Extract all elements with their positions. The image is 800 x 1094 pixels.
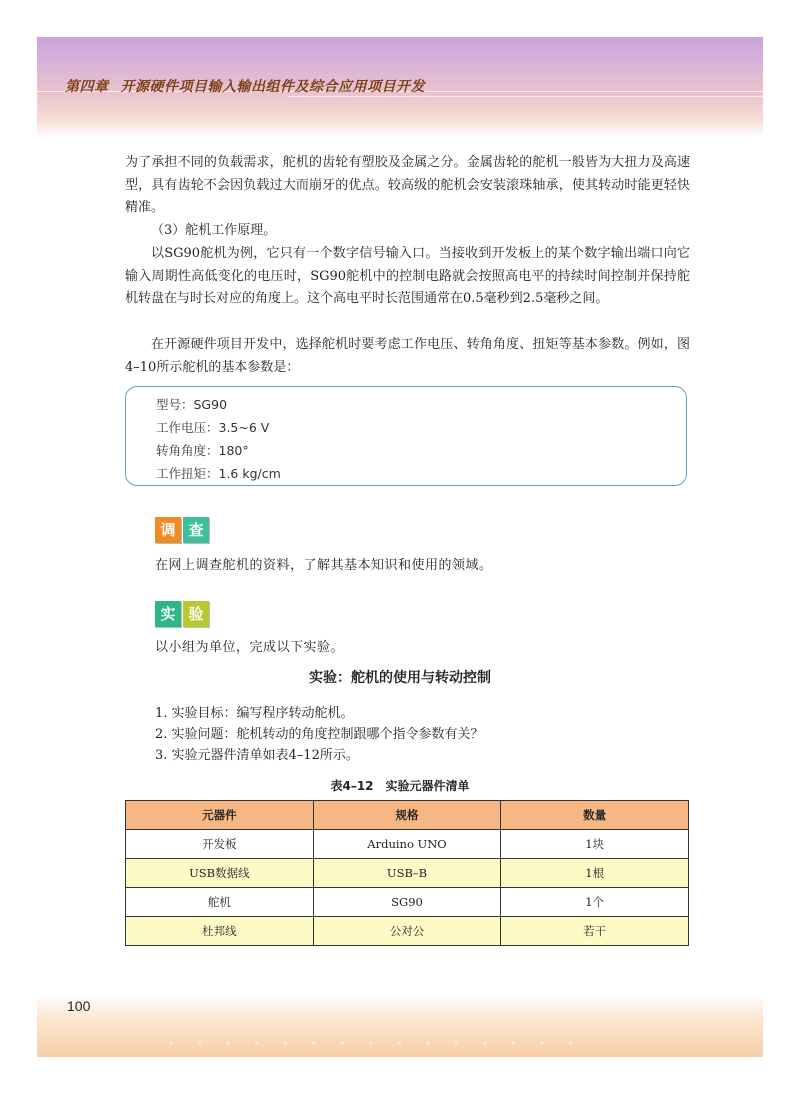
spec-torque: 工作扭矩：1.6 kg/cm <box>156 466 281 481</box>
chapter-label: 第四章 <box>65 79 109 95</box>
survey-tag-char-1: 调 <box>155 517 181 543</box>
header-decor-line-2 <box>287 96 763 97</box>
table-caption: 表4–12 实验元器件清单 <box>330 779 470 793</box>
table-header-component: 元器件 <box>126 801 314 830</box>
chapter-title: 开源硬件项目输入输出组件及综合应用项目开发 <box>120 79 425 95</box>
table-row <box>126 888 689 917</box>
table-row <box>126 830 689 859</box>
table-cell: SG90 <box>313 888 501 917</box>
spec-angle: 转角角度：180° <box>156 443 249 458</box>
table-cell: 开发板 <box>126 830 314 859</box>
textbook-page <box>37 37 763 1057</box>
table-row <box>126 917 689 946</box>
spec-voltage: 工作电压：3.5~6 V <box>156 420 270 435</box>
experiment-tag <box>155 601 211 627</box>
page-number: 100 <box>67 998 91 1014</box>
experiment-intro: 以小组为单位，完成以下实验。 <box>155 640 345 655</box>
table-cell: 杜邦线 <box>126 917 314 946</box>
table-cell: USB数据线 <box>126 859 314 888</box>
experiment-item-question: 2. 实验问题：舵机转动的角度控制跟哪个指令参数有关？ <box>155 727 484 742</box>
experiment-item-components: 3. 实验元器件清单如表4–12所示。 <box>155 748 359 763</box>
table-cell: 公对公 <box>313 917 501 946</box>
table-row <box>126 859 689 888</box>
paragraph-sg90-principle: 以SG90舵机为例，它只有一个数字信号输入口。当接收到开发板上的某个数字输出端口向它输入周期性高低变化的电压时，SG90舵机中的控制电路就会按照高电平的持续时间控制并保持舵机转盘在与时长对应的角度上。这个高电平时长范围通常在0.5毫秒到2.5毫秒之间。 <box>125 246 690 307</box>
table-header-spec: 规格 <box>313 801 501 830</box>
chapter-heading <box>65 76 437 96</box>
table-header-quantity: 数量 <box>501 801 689 830</box>
paragraph-gear-types: 为了承担不同的负载需求，舵机的齿轮有塑胶及金属之分。金属齿轮的舵机一般皆为大扭力及高速型，具有齿轮不会因负载过大而崩牙的优点。较高级的舵机会安装滚珠轴承，使其转动时能更轻快精准。 <box>125 155 690 216</box>
table-cell: 1块 <box>501 830 689 859</box>
survey-text: 在网上调查舵机的资料，了解其基本知识和使用的领域。 <box>155 558 493 573</box>
table-cell: 舵机 <box>126 888 314 917</box>
spec-model: 型号：SG90 <box>156 397 228 412</box>
spec-box <box>125 386 687 486</box>
components-table <box>125 800 689 946</box>
table-cell: 1个 <box>501 888 689 917</box>
experiment-item-goal: 1. 实验目标：编写程序转动舵机。 <box>155 706 354 721</box>
experiment-tag-char-1: 实 <box>155 601 181 627</box>
paragraph-subheading-principle: （3）舵机工作原理。 <box>151 223 277 238</box>
experiment-title: 实验：舵机的使用与转动控制 <box>309 670 491 686</box>
table-cell: 1根 <box>501 859 689 888</box>
survey-tag <box>155 517 211 543</box>
table-cell: 若干 <box>501 917 689 946</box>
experiment-tag-char-2: 验 <box>183 601 209 627</box>
survey-tag-char-2: 查 <box>183 517 209 543</box>
footer-decoration: · · · · · · · · · · · · · · · <box>167 1029 581 1057</box>
table-cell: Arduino UNO <box>313 830 501 859</box>
paragraph-parameters: 在开源硬件项目开发中，选择舵机时要考虑工作电压、转角角度、扭矩等基本参数。例如，图4–10所示舵机的基本参数是： <box>125 337 690 375</box>
table-header-row <box>126 801 689 830</box>
table-cell: USB–B <box>313 859 501 888</box>
